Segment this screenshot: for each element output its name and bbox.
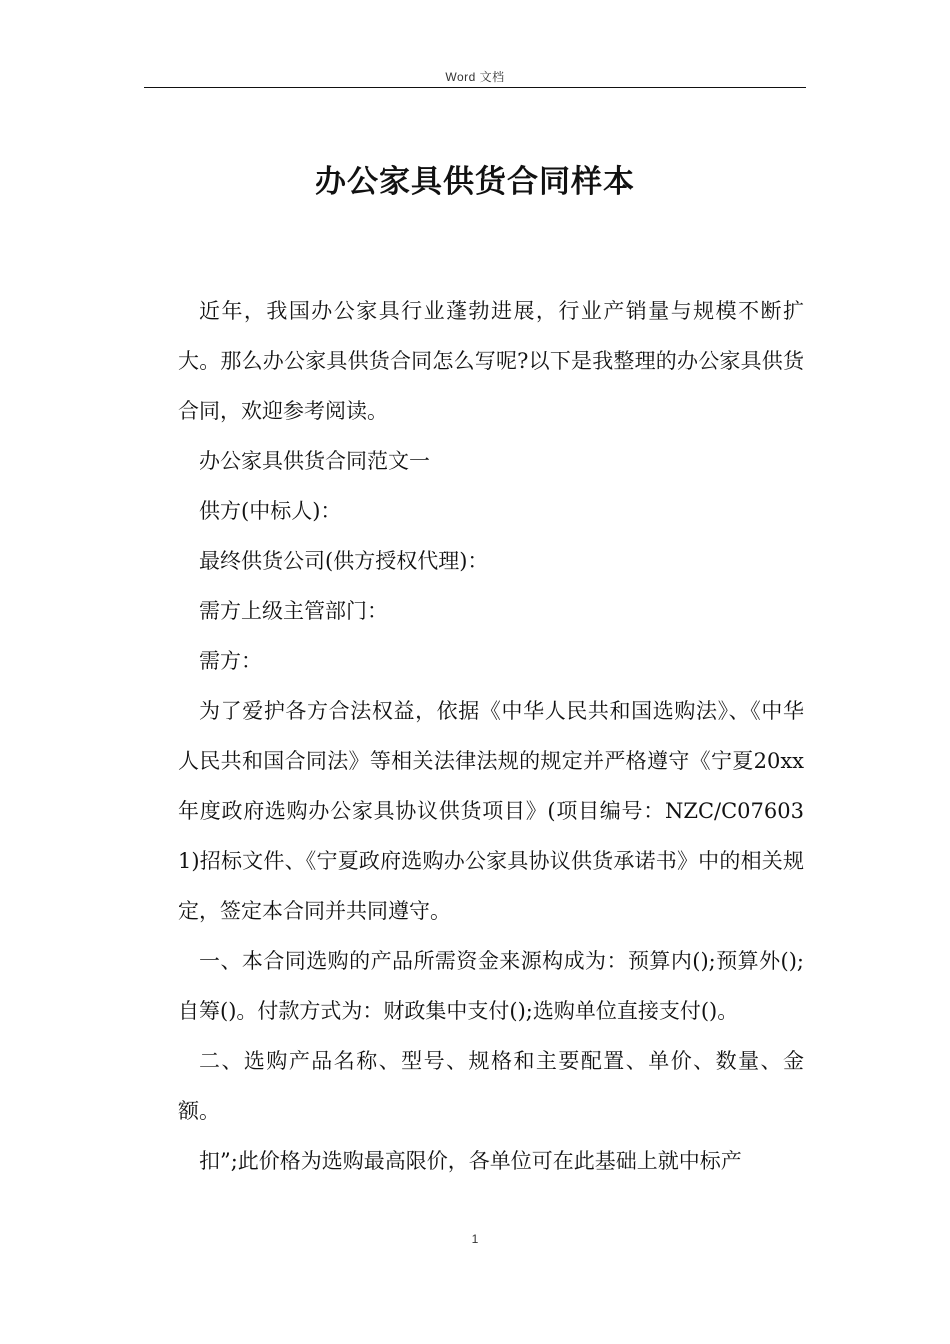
paragraph-supplier: 供方(中标人)： <box>199 499 342 523</box>
paragraph-sample-heading: 办公家具供货合同范文一 <box>199 449 430 473</box>
paragraph-clause-1: 一、本合同选购的产品所需资金来源构成为：预算内();预算外();自筹()。付款方式为：财政集中支付();选购单位直接支付()。 <box>178 949 804 1023</box>
page-header-label: Word 文档 <box>445 70 505 84</box>
document-body <box>178 286 804 1186</box>
paragraph-clause-2: 二、选购产品名称、型号、规格和主要配置、单价、数量、金额。 <box>178 1049 804 1123</box>
page-number: 1 <box>471 1232 479 1246</box>
paragraph-intro: 近年，我国办公家具行业蓬勃进展，行业产销量与规模不断扩大。那么办公家具供货合同怎么写呢?以下是我整理的办公家具供货合同，欢迎参考阅读。 <box>178 299 804 423</box>
paragraph-final-supplier: 最终供货公司(供方授权代理)： <box>199 549 489 573</box>
paragraph-buyer-authority: 需方上级主管部门： <box>199 599 388 623</box>
header-divider <box>144 87 806 88</box>
paragraph-legal-basis: 为了爱护各方合法权益，依据《中华人民共和国选购法》、《中华人民共和国合同法》等相关法律法规的规定并严格遵守《宁夏20xx年度政府选购办公家具协议供货项目》(项目编号：NZC/C076031)招标文件、《宁夏政府选购办公家具协议供货承诺书》中的相关规定，签定本合同并共同遵守。 <box>178 699 804 923</box>
paragraph-buyer: 需方： <box>199 649 262 673</box>
document-title: 办公家具供货合同样本 <box>315 164 635 200</box>
paragraph-price-note: 扣”;此价格为选购最高限价，各单位可在此基础上就中标产 <box>199 1149 742 1173</box>
